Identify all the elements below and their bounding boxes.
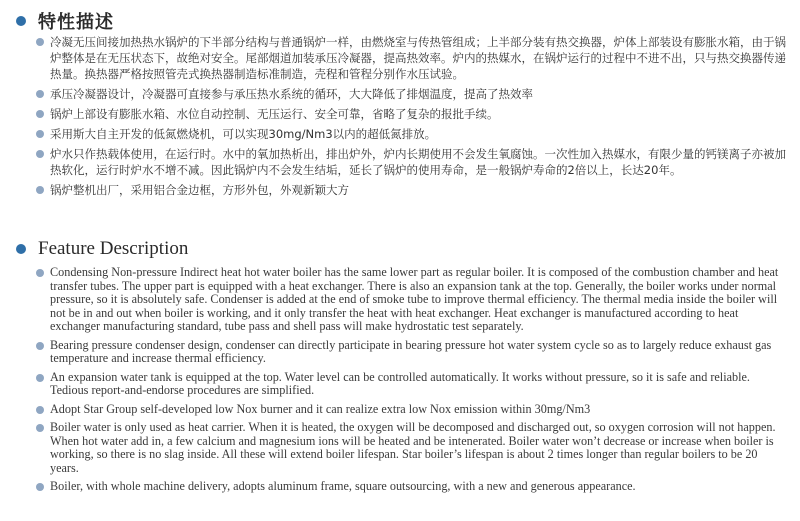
list-item-text: Adopt Star Group self-developed low Nox burner and it can realize extra low Nox emission within 30mg/Nm3 <box>50 401 591 416</box>
list-item <box>36 146 788 178</box>
list-item-text: 锅炉上部设有膨胀水箱、水位自动控制、无压运行、安全可靠，省略了复杂的报批手续。 <box>50 107 499 121</box>
chinese-section-header <box>16 8 114 34</box>
heading-bullet-icon <box>16 244 26 254</box>
bullet-icon <box>36 130 44 138</box>
bullet-icon <box>36 150 44 158</box>
list-item <box>36 182 788 198</box>
list-item <box>36 339 786 366</box>
list-item-text: Boiler, with whole machine delivery, adopts aluminum frame, square outsourcing, with a new and generous appearance. <box>50 479 636 493</box>
bullet-icon <box>36 342 44 350</box>
list-item-text: 冷凝无压间接加热热水锅炉的下半部分结构与普通锅炉一样，由燃烧室与传热管组成；上半部分装有热交换器，炉体上部装设有膨胀水箱，由于锅炉整体是在无压状态下，故绝对安全。尾部烟道加装承压冷凝器，提高热效率。炉内的热媒水，在锅炉运行的过程中不进不出，只与热交换器传递热量。换热器严格按照管壳式换热器制造标准制造，壳程和管程分别作水压试验。 <box>50 35 786 81</box>
bullet-icon <box>36 186 44 194</box>
bullet-icon <box>36 424 44 432</box>
list-item-text: 锅炉整机出厂，采用铝合金边框，方形外包，外观新颖大方 <box>50 183 349 197</box>
list-item <box>36 266 786 334</box>
list-item-text: 炉水只作热载体使用，在运行时。水中的氧加热析出，排出炉外，炉内长期使用不会发生氧腐蚀。一次性加入热媒水，有限少量的钙镁离子亦被加热软化，运行时炉水不增不减。因此锅炉内不会发生结垢，延长了锅炉的使用寿命，是一般锅炉寿命的2倍以上，长达20年。 <box>50 147 786 177</box>
english-section-title: Feature Description <box>38 238 189 259</box>
english-feature-list <box>36 266 786 499</box>
bullet-icon <box>36 110 44 118</box>
list-item <box>36 403 786 417</box>
list-item-text: Condensing Non-pressure Indirect heat hot water boiler has the same lower part as regular boiler. It is composed of the combustion chamber and heat transfer tubes. The upper part is equipped with a heat exchanger. There is also an expansion tank at the top. Generally, the boiler works under normal pressure, so it is absolutely safe. Condenser is added at the end of smoke tube to improve thermal efficiency. The thermal media inside the boiler will not be in and out when boiler is working, and it only transfer the heat with heat exchanger. Heat exchanger is manufactured according to heat exchanger manufacturing standard, tube pass and shell pass will make hydrostatic test separately. <box>50 265 779 333</box>
bullet-icon <box>36 483 44 491</box>
bullet-icon <box>36 406 44 414</box>
list-item <box>36 86 788 102</box>
list-item <box>36 480 786 494</box>
list-item <box>36 106 788 122</box>
heading-bullet-icon <box>16 16 26 26</box>
chinese-section-title: 特性描述 <box>38 12 114 33</box>
list-item-text: 承压冷凝器设计，冷凝器可直接参与承压热水系统的循环，大大降低了排烟温度，提高了热效率 <box>50 87 533 101</box>
list-item <box>36 34 788 82</box>
bullet-icon <box>36 269 44 277</box>
chinese-feature-list <box>36 34 788 202</box>
list-item-text: An expansion water tank is equipped at the top. Water level can be controlled automatically. It works without pressure, so it is safe and reliable. Tedious report-and-endorse procedures are simplified. <box>50 369 750 397</box>
list-item <box>36 371 786 398</box>
english-section-header <box>16 238 188 260</box>
list-item-text: 采用斯大自主开发的低氮燃烧机，可以实现30mg/Nm3以内的超低氮排放。 <box>50 127 437 141</box>
bullet-icon <box>36 38 44 46</box>
list-item-text: Boiler water is only used as heat carrier. When it is heated, the oxygen will be decomposed and discharged out, so oxygen corrosion will not happen. When hot water add in, a few calcium and magnesium ions will be heated and be intenerated. Boiler water won’t decrease or increase when boiler is working, so there is no slag inside. All these will extend boiler lifespan. Star boiler’s lifespan is about 2 times longer than regular boilers to be 20 years. <box>50 420 776 475</box>
bullet-icon <box>36 90 44 98</box>
bullet-icon <box>36 374 44 382</box>
list-item <box>36 126 788 142</box>
list-item-text: Bearing pressure condenser design, condenser can directly participate in bearing pressure hot water system cycle so as to largely reduce exhaust gas temperature and increase thermal efficiency. <box>50 337 772 365</box>
list-item <box>36 421 786 475</box>
